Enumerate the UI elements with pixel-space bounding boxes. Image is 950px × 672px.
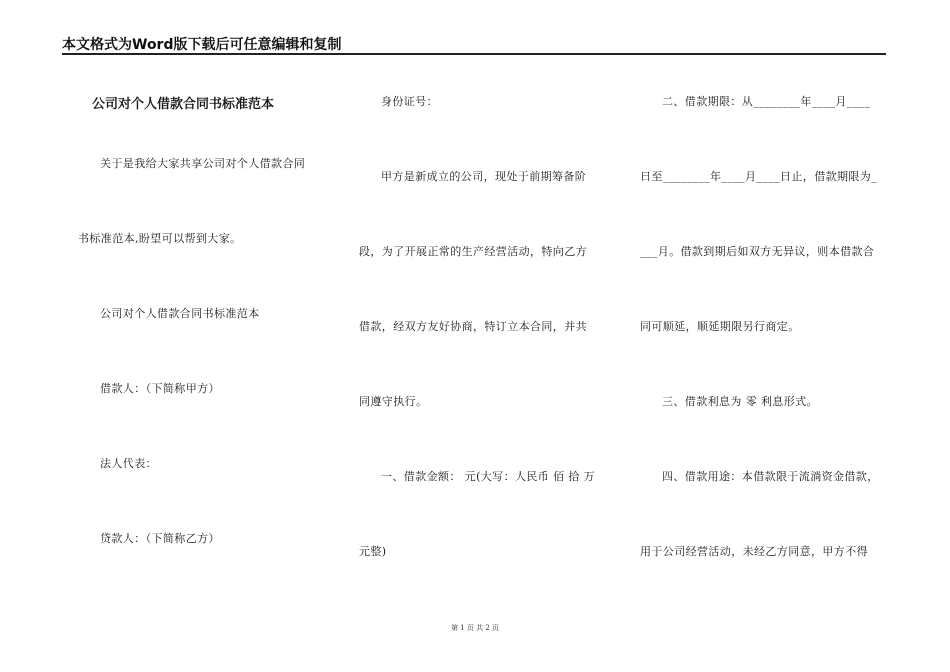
- page-number-footer: 第 1 页 共 2 页: [450, 624, 500, 632]
- col2-line: 一、借款金额： 元(大写：人民币 佰 拾 万: [381, 470, 596, 483]
- document-title: 公司对个人借款合同书标准范本: [92, 97, 275, 112]
- col1-line: 贷款人：（下简称乙方）: [100, 532, 220, 545]
- col2-line: 借款，经双方友好协商，特订立本合同，并共: [359, 320, 587, 333]
- col2-line: 元整): [359, 545, 387, 558]
- col3-line: 用于公司经营活动，未经乙方同意，甲方不得: [640, 545, 868, 558]
- col2-line: 同遵守执行。: [359, 395, 428, 408]
- col1-line: 公司对个人借款合同书标准范本: [100, 307, 260, 320]
- col3-line: 四、借款用途：本借款限于流淌资金借款，: [662, 470, 879, 483]
- col3-line: 日至________年____月____日止，借款期限为_: [640, 170, 878, 183]
- col3-line: 二、借款期限：从________年____月____: [662, 95, 871, 108]
- col2-line: 段，为了开展正常的生产经营活动，特向乙方: [359, 245, 587, 258]
- col2-line: 身份证号：: [381, 95, 438, 108]
- col1-line: 关于是我给大家共享公司对个人借款合同: [100, 157, 306, 170]
- col3-line: 三、借款利息为 零 利息形式。: [662, 395, 818, 408]
- col2-line: 甲方是新成立的公司，现处于前期筹备阶: [381, 170, 587, 183]
- col1-line: 书标准范本,盼望可以帮到大家。: [78, 232, 242, 245]
- col3-line: 同可顺延，顺延期限另行商定。: [640, 320, 800, 333]
- header-divider: [62, 53, 886, 55]
- document-header-title: 本文格式为Word版下载后可任意编辑和复制: [62, 37, 342, 53]
- col1-line: 借款人：（下简称甲方）: [100, 382, 220, 395]
- col1-line: 法人代表：: [100, 457, 157, 470]
- col3-line: ___月。借款到期后如双方无异议，则本借款合: [640, 245, 875, 258]
